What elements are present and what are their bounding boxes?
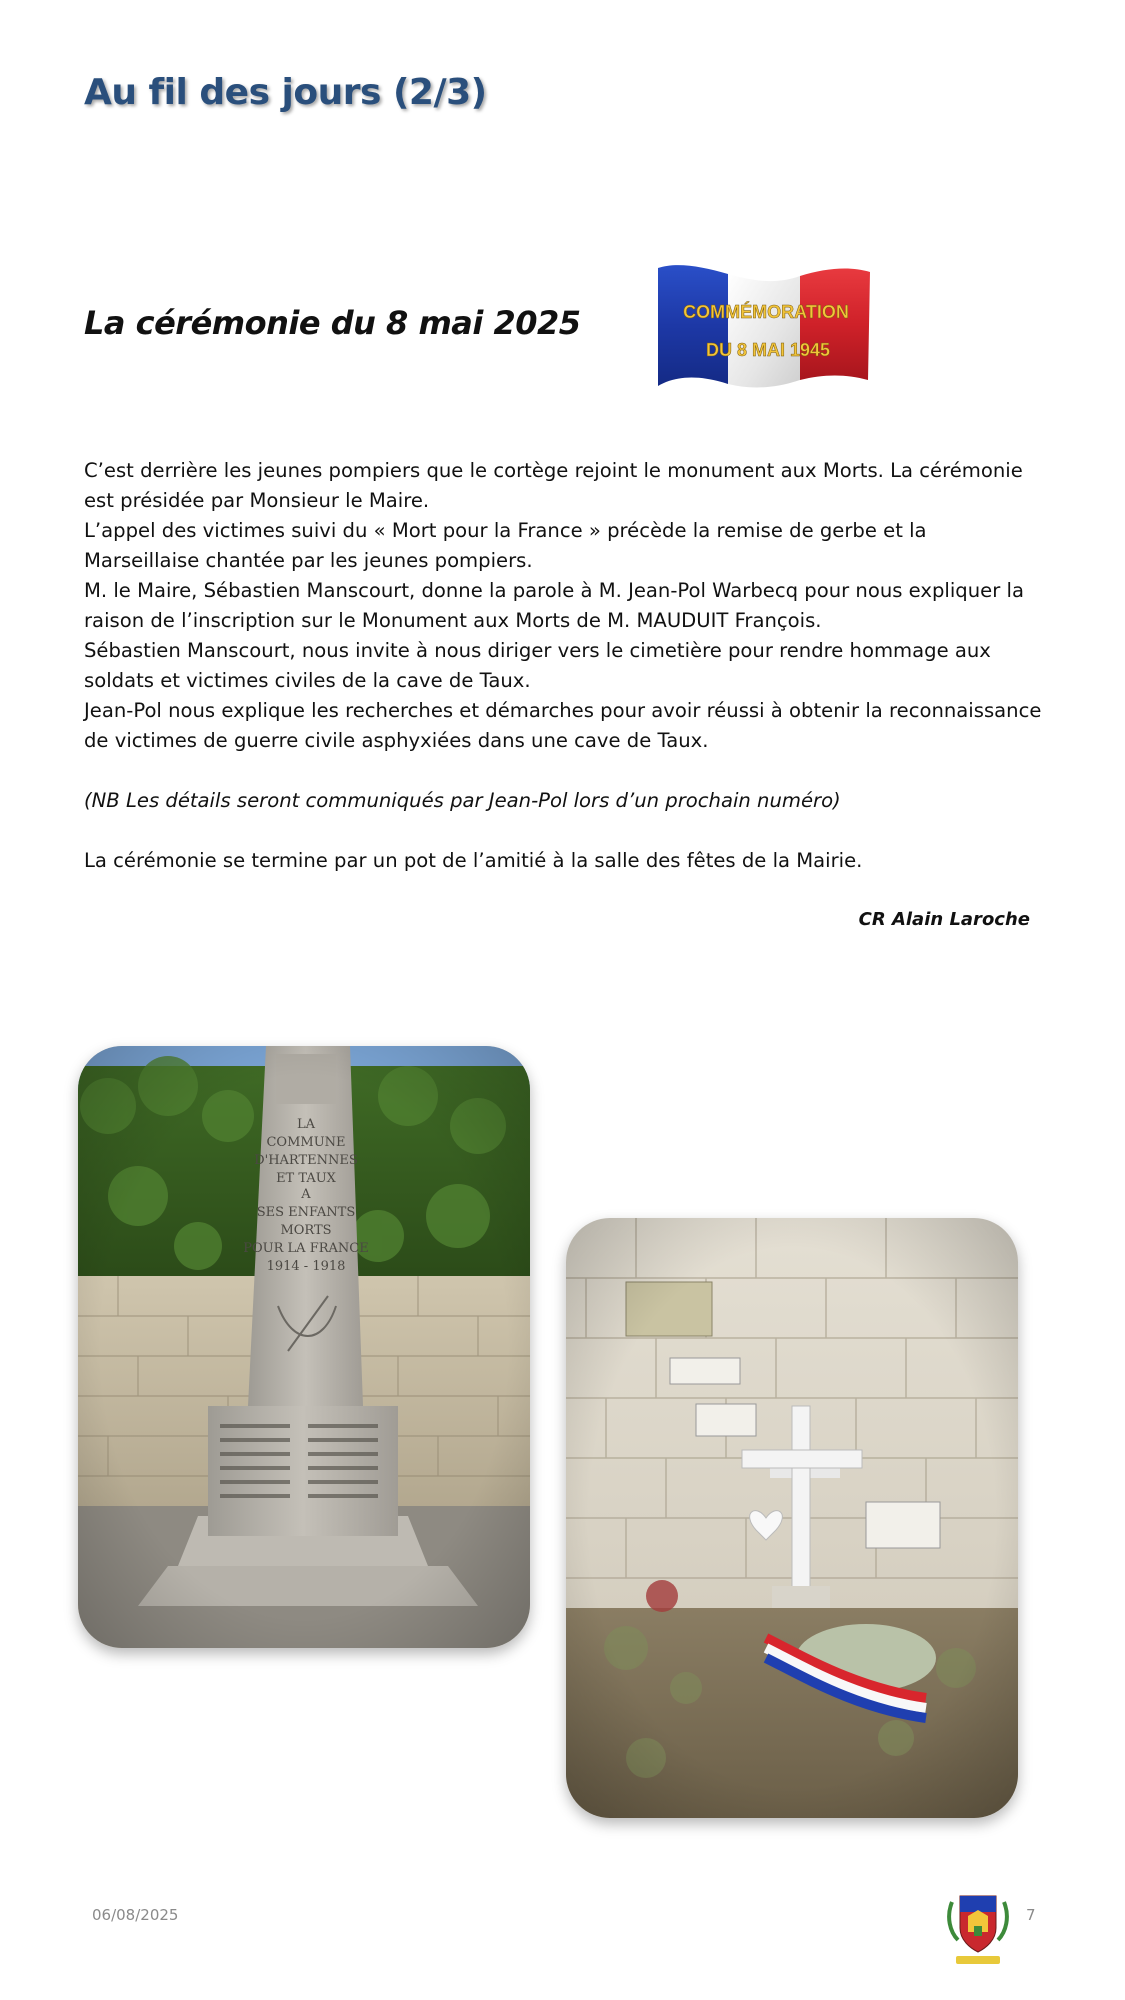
flag-red-band <box>800 269 870 380</box>
banner-line2: DU 8 MAI 1945 <box>705 340 831 360</box>
commemoration-flag-banner <box>656 262 872 392</box>
banner-line1: COMMÉMORATION <box>683 302 849 322</box>
editorial-note: (NB Les détails seront communiqués par Jean-Pol lors d’un prochain numéro) <box>84 789 841 812</box>
coat-of-arms-icon <box>946 1892 1010 1970</box>
paragraph: M. le Maire, Sébastien Manscourt, donne la parole à M. Jean-Pol Warbecq pour nous expliquer la raison de l’inscription sur le Monument aux Morts de M. MAUDUIT François. <box>84 579 1024 632</box>
author-signature: CR Alain Laroche <box>858 909 1030 930</box>
paragraph: L’appel des victimes suivi du « Mort pour la France » précède la remise de gerbe et la Marseillaise chantée par les jeunes pompiers. <box>84 519 927 572</box>
paragraph: C’est derrière les jeunes pompiers que le cortège rejoint le monument aux Morts. La cérémonie est présidée par Monsieur le Maire. <box>84 459 1023 512</box>
closing-paragraph: La cérémonie se termine par un pot de l’amitié à la salle des fêtes de la Mairie. <box>84 849 863 872</box>
footer-date: 06/08/2025 <box>92 1906 179 1924</box>
page-number: 7 <box>1026 1906 1036 1924</box>
article-body <box>84 456 1044 756</box>
page-title: Au fil des jours (2/3) <box>84 72 487 113</box>
paragraph: Jean-Pol nous explique les recherches et démarches pour avoir réussi à obtenir la reconnaissance de victimes de guerre civile asphyxiées dans une cave de Taux. <box>84 699 1042 752</box>
flag-blue-band <box>658 265 728 386</box>
flag-white-band <box>728 274 800 387</box>
memorial-cross-photo <box>566 1218 1018 1818</box>
monument-photo <box>78 1046 530 1648</box>
section-heading: La cérémonie du 8 mai 2025 <box>84 304 581 342</box>
paragraph: Sébastien Manscourt, nous invite à nous diriger vers le cimetière pour rendre hommage aux soldats et victimes civiles de la cave de Taux. <box>84 639 991 692</box>
